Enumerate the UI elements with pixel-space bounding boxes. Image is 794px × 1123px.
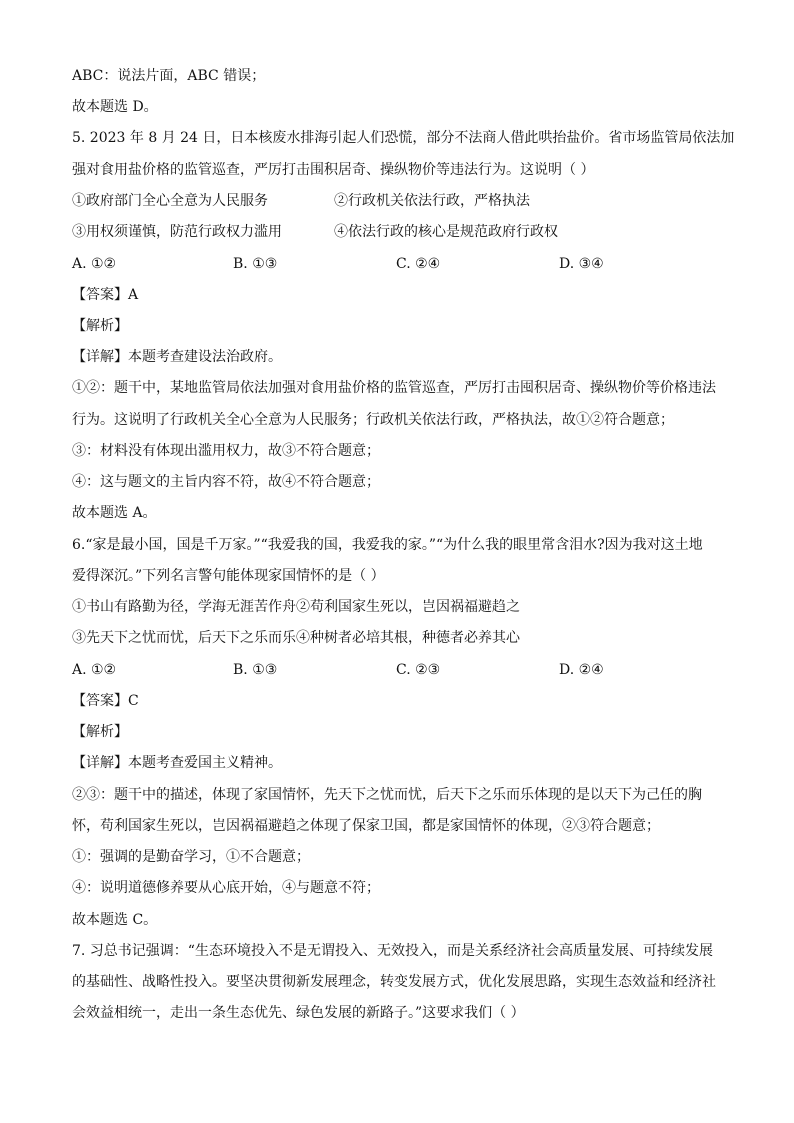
q7-stem-line-2: 的基础性、战略性投入。要坚决贯彻新发展理念，转变发展方式，优化发展思路，实现生态效益和经济社 [72, 974, 716, 990]
q6-stem-line-1: 6.“家是最小国，国是千万家。”“我爱我的国，我爱我的家。”“为什么我的眼里常含泪水?因为我对这土地 [72, 537, 703, 553]
q5-explanation-1b: 行为。这说明了行政机关全心全意为人民服务；行政机关依法行政，严格执法，故①②符合题意； [72, 412, 674, 428]
q7-stem-line-1: 7. 习总书记强调：“生态环境投入不是无谓投入、无效投入，而是关系经济社会高质量发展、可持续发展 [72, 943, 713, 959]
q5-item-2: ②行政机关依法行政，严格执法 [334, 193, 530, 209]
q5-stem-line-2: 强对食用盐价格的监管巡查，严厉打击围积居奇、操纵物价等违法行为。这说明（ ） [72, 162, 595, 178]
q5-detail: 【详解】本题考查建设法治政府。 [72, 349, 282, 365]
q7-stem-line-3: 会效益相统一，走出一条生态优先、绿色发展的新路子。”这要求我们（ ） [72, 1005, 525, 1021]
q6-option-a: A. ①② [72, 662, 117, 678]
q6-analysis-heading: 【解析】 [72, 724, 128, 740]
q5-option-a: A. ①② [72, 256, 117, 272]
q6-explanation-1a: ②③：题干中的描述，体现了家国情怀，先天下之忧而忧，后天下之乐而乐体现的是以天下为己任的胸 [72, 787, 702, 803]
q5-option-c: C. ②④ [396, 256, 441, 272]
q6-items-row-2: ③先天下之忧而忧，后天下之乐而乐④种树者必培其根，种德者必养其心 [72, 630, 520, 646]
q6-option-b: B. ①③ [233, 662, 278, 678]
q5-conclusion: 故本题选 A。 [72, 505, 157, 521]
q6-detail: 【详解】本题考查爱国主义精神。 [72, 755, 282, 771]
q5-analysis-heading: 【解析】 [72, 318, 128, 334]
q6-stem-line-2: 爱得深沉。”下列名言警句能体现家国情怀的是（ ） [72, 568, 385, 584]
prev-conclusion: 故本题选 D。 [72, 99, 158, 115]
q5-explanation-1a: ①②：题干中，某地监管局依法加强对食用盐价格的监管巡查，严厉打击囤积居奇、操纵物价等价格违法 [72, 380, 716, 396]
prev-abc-line: ABC：说法片面，ABC 错误； [72, 68, 266, 84]
q5-stem-line-1: 5. 2023 年 8 月 24 日，日本核废水排海引起人们恐慌，部分不法商人借此哄抬盐价。省市场监管局依法加 [72, 130, 735, 146]
q6-explanation-3: ④：说明道德修养要从心底开始，④与题意不符； [72, 880, 380, 896]
q5-option-b: B. ①③ [233, 256, 278, 272]
q5-item-3: ③用权须谨慎，防范行政权力滥用 [72, 224, 282, 240]
q6-explanation-2: ①：强调的是勤奋学习，①不合题意； [72, 849, 310, 865]
q5-item-1: ①政府部门全心全意为人民服务 [72, 193, 268, 209]
q6-option-c: C. ②③ [396, 662, 441, 678]
q5-explanation-2: ③：材料没有体现出滥用权力，故③不符合题意； [72, 443, 380, 459]
q6-option-d: D. ②④ [559, 662, 604, 678]
q5-explanation-3: ④：这与题文的主旨内容不符，故④不符合题意； [72, 474, 380, 490]
q6-explanation-1b: 怀，苟利国家生死以，岂因祸福避趋之体现了保家卫国，都是家国情怀的体现，②③符合题意； [72, 818, 660, 834]
q5-answer: 【答案】A [72, 287, 139, 303]
q5-option-d: D. ③④ [559, 256, 604, 272]
q6-answer: 【答案】C [72, 693, 139, 709]
q5-item-4: ④依法行政的核心是规范政府行政权 [334, 224, 558, 240]
q6-items-row-1: ①书山有路勤为径，学海无涯苦作舟②苟利国家生死以，岂因祸福避趋之 [72, 599, 520, 615]
q6-conclusion: 故本题选 C。 [72, 912, 158, 928]
